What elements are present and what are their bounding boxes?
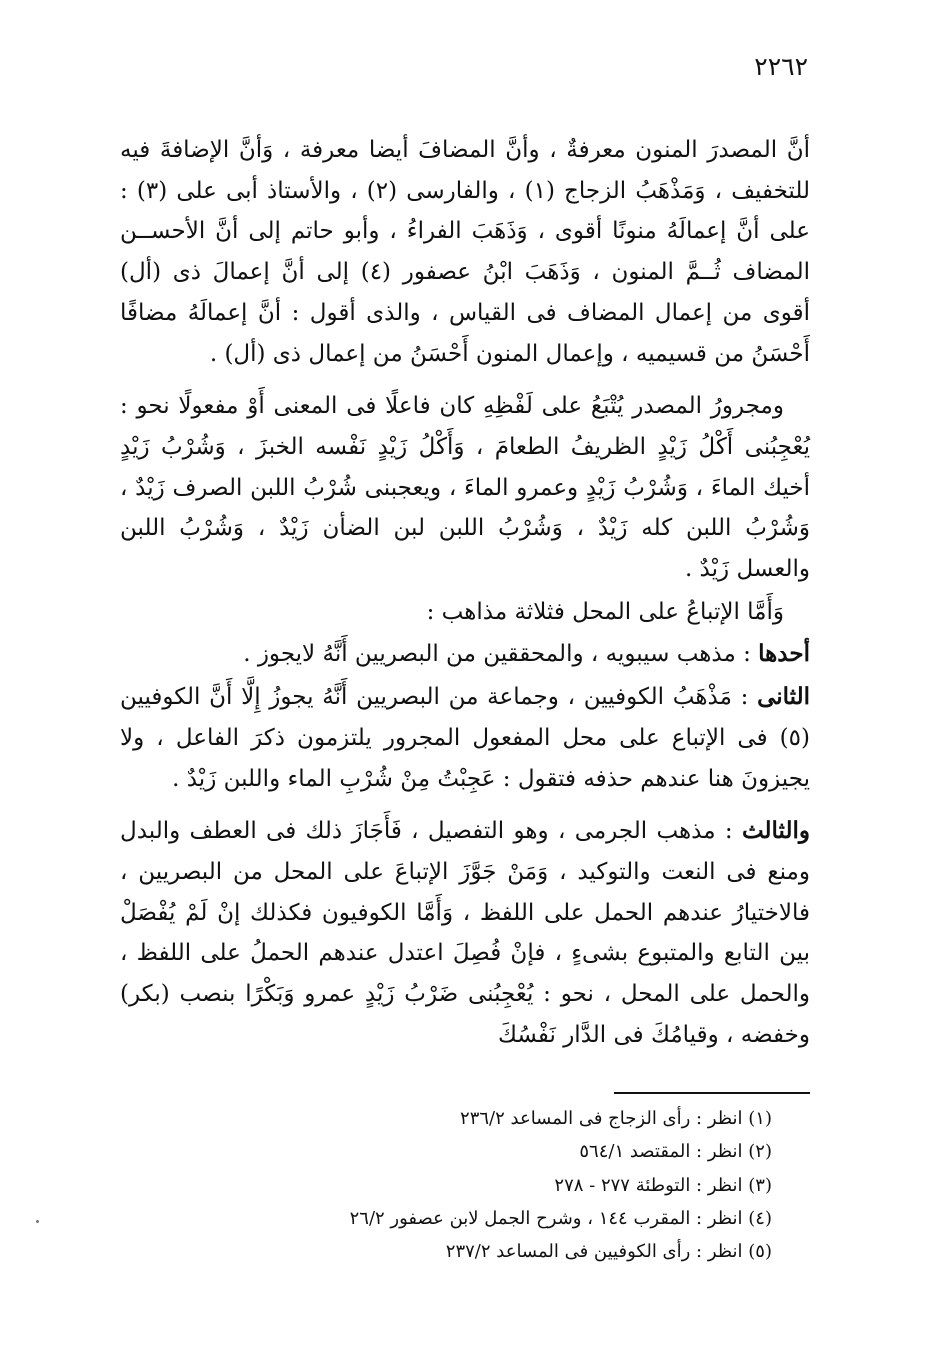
scan-speck [36,1220,39,1223]
paragraph-text: ومجرورُ المصدر يُتْبَعُ على لَفْظِهِ كان فاعلًا فى المعنى أَوْ مفعولًا نحو : يُعْجِبُنى أَكْلُ زَيْدٍ الظريفُ الطعامَ ، وَأَكْلُ زَيْدٍ نَفْسه الخبزَ ، وَشُرْبُ زَيْدٍ أخيك الماءَ ، وَشُرْبُ زَيْدٍ وعمرو الماءَ ، ويعجبنى شُرْبُ اللبن الصرف زَيْدٌ ، وَشُرْبُ اللبن كله زَيْدٌ ، وَشُرْبُ اللبن لبن الضأن زَيْدٌ ، وَشُرْبُ اللبن والعسل زَيْدٌ . [120,393,810,583]
paragraph-heading: الثانى [757,683,810,711]
footnote: (٤) انظر : المقرب ١٤٤ ، وشرح الجمل لابن عصفور ٢٦/٢ [349,1207,772,1229]
paragraph [120,811,810,1055]
paragraph [120,634,810,675]
main-text [120,130,810,1067]
paragraph-text: : مذهب الجرمى ، وهو التفصيل ، فَأَجَازَ ذلك فى العطف والبدل ومنع فى النعت والتوكيد ، وَمَنْ جَوَّزَ الإتباعَ على المحل من البصريين ، فالاختيارُ عندهم الحمل على اللفظ ، وَأَمَّا الكوفيون فكذلك إنْ لَمْ يُفْصَلْ بين التابع والمتبوع بشىءٍ ، فإنْ فُصِلَ اعتدل عندهم الحملُ على اللفظ ، والحمل على المحل ، نحو : يُعْجِبُنى ضَرْبُ زَيْدٍ عمرو وَبَكْرًا بنصب (بكر) وخفضه ، وقيامُكَ فى الدَّار نَفْسُكَ [120,818,810,1048]
paragraph [120,386,810,590]
footnotes-list [172,1102,772,1268]
paragraph [120,677,810,799]
paragraph-heading: أحدها [758,640,810,668]
paragraph [120,592,810,633]
footnote: (١) انظر : رأى الزجاج فى المساعد ٢٣٦/٢ [460,1108,772,1129]
paragraph [120,130,810,374]
footnote: (٥) انظر : رأى الكوفيين فى المساعد ٢٣٧/٢ [445,1241,772,1263]
footnote: (٣) انظر : التوطئة ٢٧٧ - ٢٧٨ [554,1174,772,1196]
page-number: ٢٢٦٢ [754,52,808,81]
paragraph-text: : مَذْهَبُ الكوفيين ، وجماعة من البصريين أَنَّهُ يجوزُ إِلَّا أَنَّ الكوفيين (٥) فى الإتباع على محل المفعول المجرور يلتزمون ذكرَ الفاعل ، ولا يجيزونَ هنا عندهم حذفه فتقول : عَجِبْتُ مِنْ شُرْبِ الماء واللبن زَيْدٌ . [120,684,810,792]
paragraph-text: أنَّ المصدرَ المنون معرفةٌ ، وأنَّ المضافَ أيضا معرفة ، وَأنَّ الإضافةَ فيه للتخفيف ، وَمَذْهَبُ الزجاج (١) ، والفارسى (٢) ، والأستاذ أبى على (٣) : على أنَّ إعمالَهُ منونًا أقوى ، وَذَهَبَ الفراءُ ، وأبو حاتم إلى أنَّ الأحســن المضاف ثُــمَّ المنون ، وَذَهَبَ ابْنُ عصفور (٤) إلى أنَّ إعمالَ ذى (أل) أقوى من إعمال المضاف فى القياس ، والذى أقول : أنَّ إعمالَهُ مضافًا أَحْسَنُ من قسيميه ، وإعمال المنون أَحْسَنُ من إعمال ذى (أل) . [120,137,810,367]
footnote: (٢) انظر : المقتصد ٥٦٤/١ [579,1141,772,1163]
paragraph-text: وَأَمَّا الإتباعُ على المحل فثلاثة مذاهب : [426,598,784,625]
paragraph-text: : مذهب سيبويه ، والمحققين من البصريين أَنَّهُ لايجوز . [243,641,759,668]
paragraph-heading: والثالث [741,817,810,845]
footnote-separator [614,1092,810,1094]
